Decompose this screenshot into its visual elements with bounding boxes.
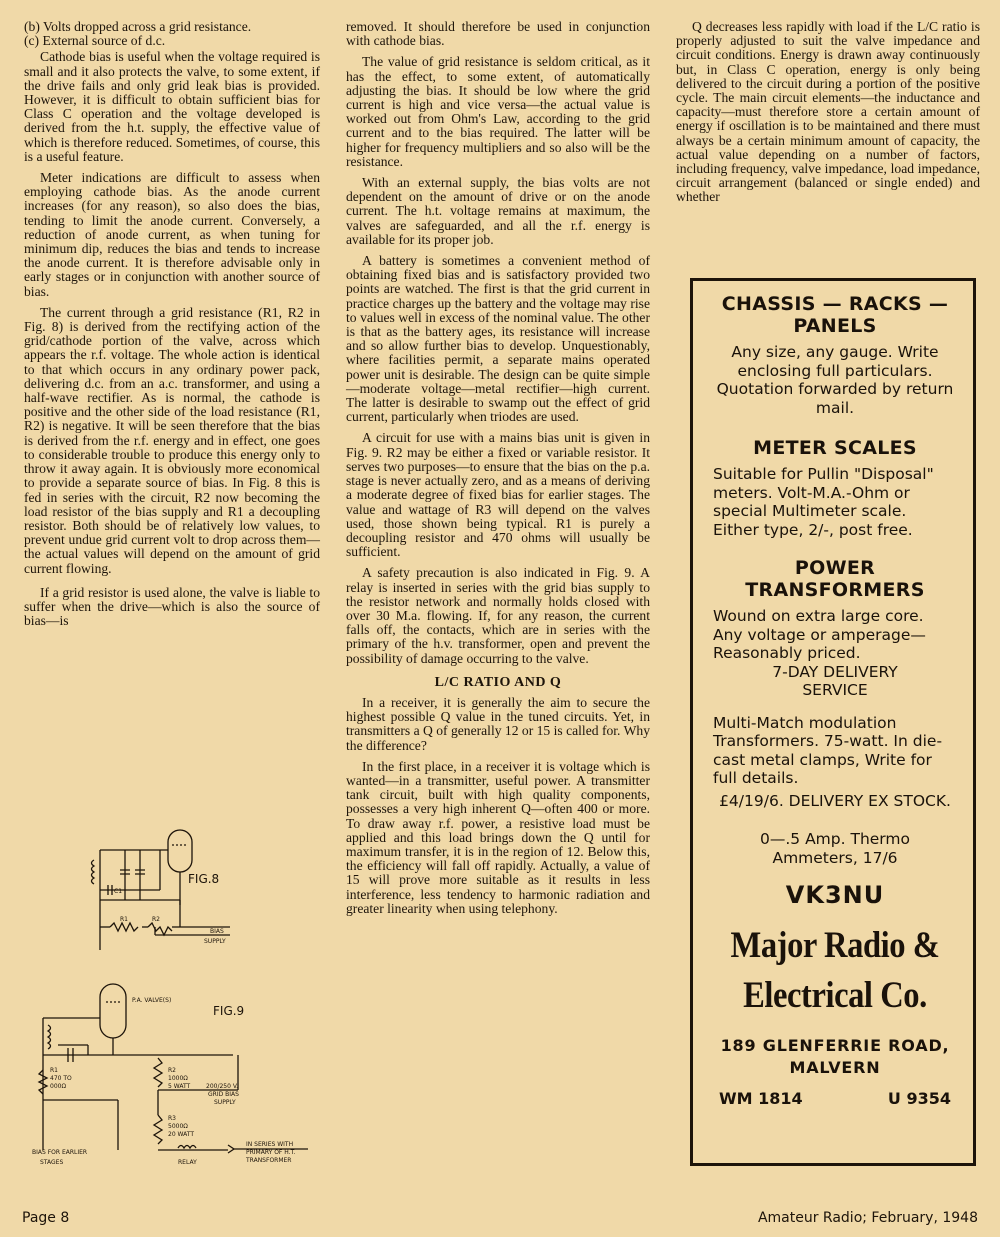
label-earlier-stages-2: STAGES (40, 1159, 64, 1166)
label-r1: R1 (50, 1067, 58, 1074)
paragraph: Q decreases less rapidly with load if the L/C ratio is properly adjusted to suit the valve impedance and circuit conditions. Energy is drawn away continuously but, in Class C operation, energy is only being delivered to the circuit during a portion of the positive cycle. The main circuit elements—the inductance and capacity—must therefore store a certain amount of energy if oscillation is to be maintained and there must always be a certain minimum amount of capacity, the actual value depending on a number of factors, including frequency, valve impedance, load impedance, circuit arrangement (balanced or single ended) and whether (676, 19, 980, 205)
figure-8-diagram (80, 825, 250, 950)
paragraph: Cathode bias is useful when the voltage required is small and it also protects the valve, to some extent, if the drive fails and only grid leak bias is provided. However, it is difficult to obtain sufficient bias for Class C operation and the voltage developed is derived from the h.t. supply, the effective value of which is therefore reduced. Sometimes, of course, this is a useful feature. (24, 49, 320, 164)
label-series-3: TRANSFORMER (246, 1157, 292, 1164)
label-series-1: IN SERIES WITH (246, 1141, 294, 1148)
section-heading: L/C RATIO AND Q (434, 674, 562, 690)
label-r1-value-2: 000Ω (50, 1083, 67, 1090)
page-number: Page 8 (22, 1210, 70, 1226)
ad-company-name-2: Electrical Co. (743, 975, 927, 1016)
ad-text-meter-price: Either type, 2/-, post free. (713, 520, 913, 539)
paragraph: With an external supply, the bias volts are not dependent on the amount of drive or on the anode current. The h.t. voltage remains at maximum, the valves are safeguarded, and all the r.f. energy is available for its proper job. (346, 175, 650, 247)
paragraph: A circuit for use with a mains bias unit is given in Fig. 9. R2 may be either a fixed or variable resistor. It serves two purposes—to ensure that the bias on the p.a. stage is never actually zero, and as a means of deriving a moderate degree of fixed bias for earlier stages. The value and wattage of R3 will depend on the valves used, those shown being typical. R1 is purely a decoupling resistor and 470 ohms will usually be sufficient. (346, 430, 650, 560)
ad-heading-chassis: CHASSIS — RACKS — PANELS (721, 293, 949, 337)
paragraph: If a grid resistor is used alone, the valve is liable to suffer when the drive—which is also the source of bias—is (24, 584, 320, 629)
ad-address-street: 189 GLENFERRIE ROAD, (720, 1036, 950, 1055)
text-column-3 (676, 20, 980, 212)
label-pa-valve: P.A. VALVE(S) (132, 997, 172, 1004)
paragraph: The current through a grid resistance (R1, R2 in Fig. 8) is derived from the rectifying action of the grid/cathode portion of the valve, across which appears the r.f. voltage. The whole action is identical to that which occurs in any ordinary power pack, delivering d.c. from an a.c. transformer, and using a half-wave rectifier. As is normal, the cathode is positive and the other side of the load resistance (R1, R2) is negative. It will be seen therefore that the bias is derived from the r.f. energy and in effect, one goes to considerable trouble to produce this energy only to throw it away again. It is obviously more economical to provide a separate source of bias. In Fig. 8 this is fed in series with the circuit, R2 now becoming the load resistor of the bias supply and R1 a decoupling resistor. Both should be of relatively low values, to prevent undue grid current volt to drop across them—the actual values will depend on the amount of grid current flowing. (24, 304, 320, 576)
paragraph: Meter indications are difficult to assess when employing cathode bias. As the anode current increases (for any reason), so also does the bias, tending to limit the anode current. Conversely, a reduction of anode current, as when tuning for minimum dip, reduces the bias and tends to increase the anode current. It is therefore advisable only in early stages or in conjunction with another source of bias. (24, 170, 320, 299)
label-grid-bias: GRID BIAS (208, 1091, 239, 1098)
ad-phones (713, 1089, 957, 1108)
label-r3-value: 5000Ω (168, 1123, 188, 1130)
list-item: (c) External source of d.c. (24, 33, 166, 49)
label-bias: BIAS (210, 928, 224, 935)
label-c1: C1 (114, 888, 123, 895)
ad-text-ammeters: 0—.5 Amp. Thermo Ammeters, 17/6 (760, 830, 910, 867)
label-r2: R2 (152, 916, 160, 923)
ad-text-delivery: 7-DAY DELIVERY SERVICE (772, 662, 898, 699)
ad-company-name-1: Major Radio & (730, 925, 940, 966)
label-r2-value: 1000Ω (168, 1075, 188, 1082)
label-r2: R2 (168, 1067, 176, 1074)
ad-heading-power-transformers: POWER TRANSFORMERS (745, 557, 925, 601)
ad-text-transformers: Wound on extra large core. Any voltage or amperage—Reasonably priced. (713, 607, 926, 662)
paragraph: The value of grid resistance is seldom critical, as it has the effect, to some extent, of automatically adjusting the bias. It should be low where the grid current is high and vice versa—the actual value is worked out from Ohm's Law, according to the grid current and to the bias required. The latter will be higher for frequency multipliers and so also will be the resistance. (346, 54, 650, 169)
text-column-1 (24, 20, 320, 635)
ad-phone-2: U 9354 (887, 1089, 951, 1108)
paragraph: removed. It should therefore be used in conjunction with cathode bias. (346, 19, 650, 49)
ad-heading-meter-scales: METER SCALES (753, 437, 917, 459)
label-earlier-stages: BIAS FOR EARLIER (32, 1149, 88, 1156)
list-item: (b) Volts dropped across a grid resistance. (24, 19, 252, 34)
ad-text-meter-scales: Suitable for Pullin "Disposal" meters. Volt-M.A.-Ohm or special Multimeter scale. (713, 465, 934, 520)
label-grid-bias-volts: 200/250 V. (206, 1083, 239, 1090)
label-supply: SUPPLY (204, 938, 226, 945)
label-series-2: PRIMARY OF H.T. (246, 1149, 296, 1156)
ad-callsign: VK3NU (785, 881, 885, 909)
label-r3: R3 (168, 1115, 176, 1122)
paragraph: In a receiver, it is generally the aim to secure the highest possible Q value in the tuned circuits. Yet, in transmitters a Q of generally 12 or 15 is called for. Why the difference? (346, 694, 651, 753)
ad-text-chassis: Any size, any gauge. Write enclosing full particulars. Quotation forwarded by return mail. (716, 343, 954, 417)
paragraph: In the first place, in a receiver it is voltage which is wanted—in a transmitter, useful power. A transmitter tank circuit, built with high quality components, possesses a very high inherent Q—often 400 or more. To draw away r.f. power, a resistive load must be applied and this load brings down the Q until for maximum transfer, it is in the region of 12. Below this, the efficiency will fall off rapidly. Actually, a value of 15 will prove more suitable as it results in less interference, less tendency to harmonic radiation and greater linearity when using telephony. (346, 758, 650, 916)
label-r2-watt: 5 WATT (168, 1083, 191, 1090)
label-grid-bias-supply: SUPPLY (214, 1099, 236, 1106)
ad-phone-1: WM 1814 (719, 1089, 803, 1108)
advertisement-box (690, 278, 976, 1166)
label-r1-value: 470 TO (50, 1075, 72, 1082)
text-column-2 (346, 20, 650, 923)
label-r1: R1 (120, 916, 128, 923)
figure-9-diagram (28, 980, 328, 1170)
ad-text-price-stock: £4/19/6. DELIVERY EX STOCK. (719, 791, 951, 810)
paragraph: A safety precaution is also indicated in Fig. 9. A relay is inserted in series with the grid bias supply to the resistor network and normally holds closed with over 30 M.a. flowing. If, for any reason, the current falls off, the contacts, which are in series with the primary of the h.v. transformer, open and prevent the possibility of damage occurring to the valve. (346, 565, 650, 666)
figure-caption: FIG.9 (213, 1004, 245, 1018)
ad-address-suburb: MALVERN (789, 1058, 881, 1077)
label-relay: RELAY (178, 1159, 197, 1166)
label-r3-watt: 20 WATT (168, 1131, 195, 1138)
publication-footer: Amateur Radio; February, 1948 (757, 1210, 978, 1226)
paragraph: A battery is sometimes a convenient method of obtaining fixed bias and is satisfactory provided two points are watched. The first is that the grid current in practice charges up the battery and the voltage may rise to values well in excess of the nominal value. The other is that as the battery ages, its resistance will increase and so allow further bias to develop. Unquestionably, where facilities permit, a separate mains operated power unit is desirable. The design can be quite simple—moderate voltage—metal rectifier—high current. The latter is desirable to swamp out the effect of grid current, particularly when triodes are used. (346, 253, 650, 425)
figure-caption: FIG.8 (188, 872, 220, 886)
ad-text-multimatch: Multi-Match modulation Transformers. 75-watt. In die-cast metal clamps, Write for full details. (713, 713, 943, 787)
